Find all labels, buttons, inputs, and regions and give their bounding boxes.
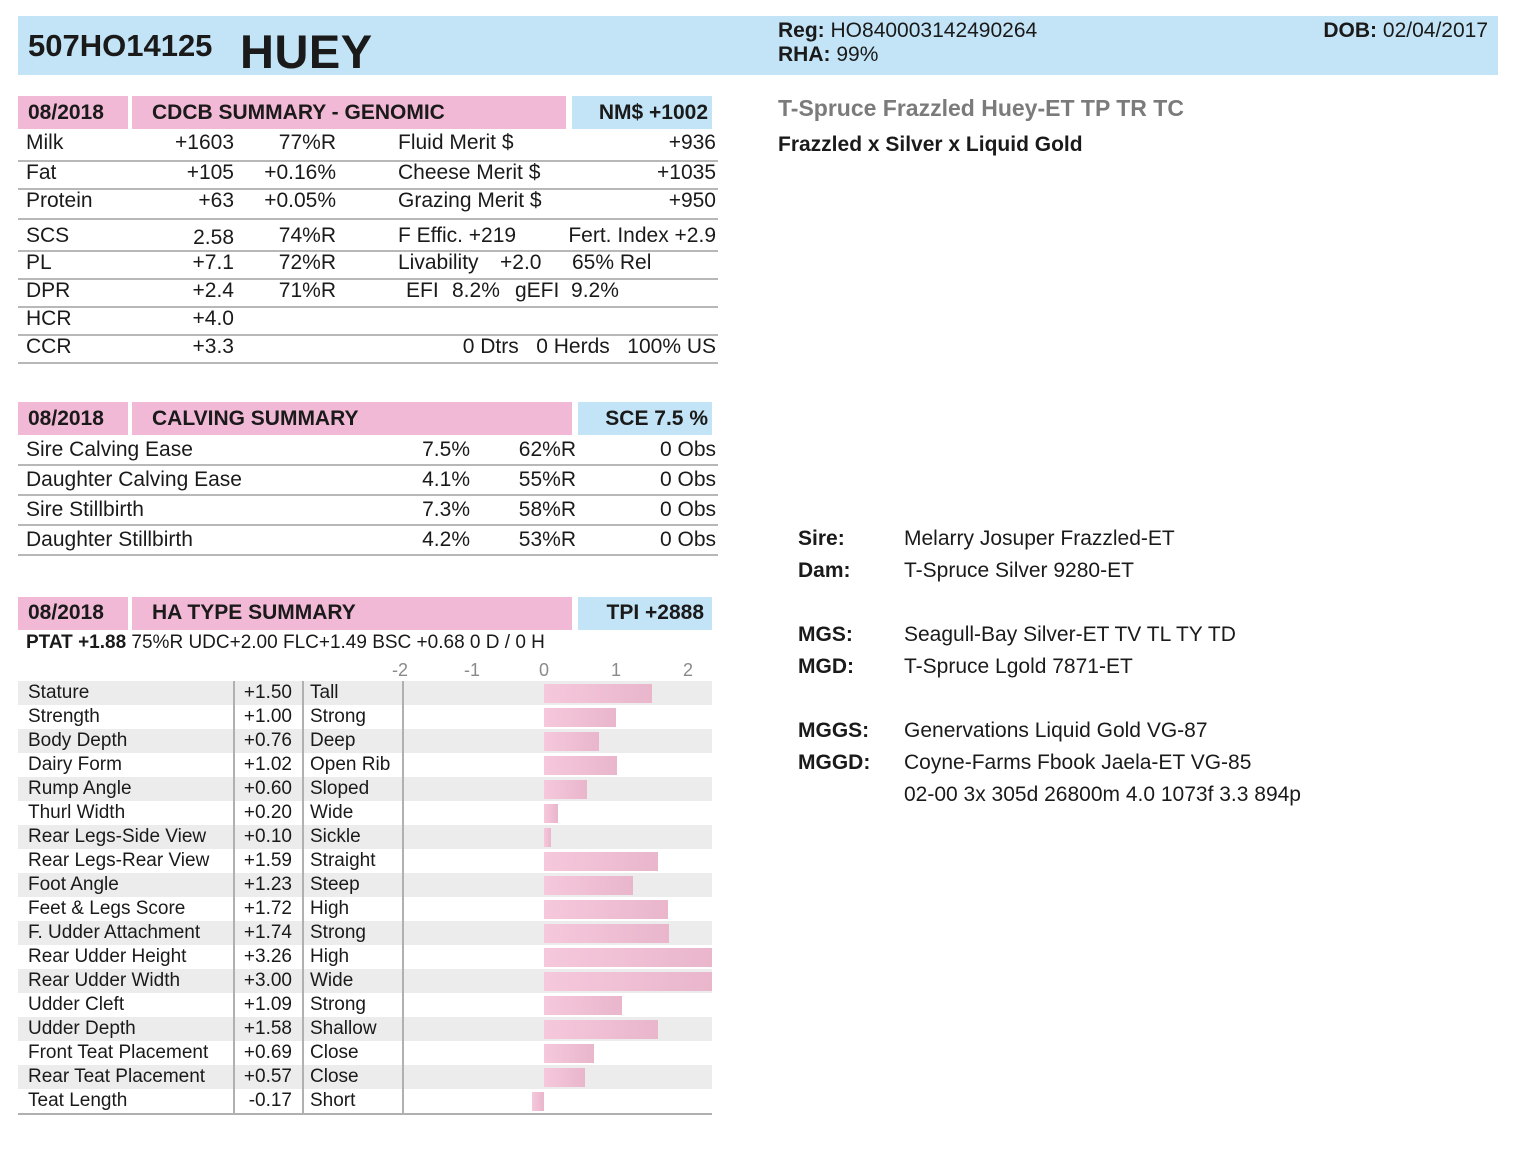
type-trait-descriptor: High: [310, 898, 350, 919]
calving-trait: Sire Calving Ease: [26, 438, 193, 461]
cdcb-title: CDCB SUMMARY - GENOMIC: [152, 101, 445, 124]
trait-value: +63: [198, 189, 234, 212]
type-trait-descriptor: Close: [310, 1066, 359, 1087]
type-row: [18, 825, 712, 849]
type-trait-descriptor: Deep: [310, 730, 356, 751]
cdcb-row: [18, 160, 718, 190]
type-trait-value: +1.23: [243, 874, 292, 895]
type-trait-descriptor: High: [310, 946, 350, 967]
type-bar: [544, 972, 712, 991]
calving-observations: 0 Obs: [659, 438, 716, 461]
merit-label: Grazing Merit $: [398, 189, 542, 212]
type-trait-name: Rear Udder Width: [28, 970, 181, 991]
type-trait-descriptor: Straight: [310, 850, 376, 871]
type-trait-value: +0.69: [243, 1042, 292, 1063]
type-bar: [544, 732, 599, 751]
trait-reliability: 71%R: [278, 279, 336, 302]
type-trait-value: +1.72: [243, 898, 292, 919]
type-bar: [544, 780, 587, 799]
type-trait-value: +0.20: [243, 802, 292, 823]
type-bar: [544, 804, 558, 823]
type-row: [18, 921, 712, 945]
merit-value: 65% Rel: [572, 251, 652, 274]
type-bar: [544, 924, 669, 943]
type-trait-value: +0.10: [243, 826, 292, 847]
dob-label: DOB:: [1323, 19, 1378, 42]
type-trait-descriptor: Steep: [310, 874, 360, 895]
table-bottom-rule: [18, 1113, 712, 1115]
rha: [778, 43, 878, 67]
type-row: [18, 1041, 712, 1065]
type-trait-value: +1.58: [243, 1018, 292, 1039]
type-row: [18, 753, 712, 777]
type-trait-name: Rump Angle: [28, 778, 132, 799]
type-trait-name: Front Teat Placement: [28, 1042, 209, 1063]
type-trait-value: +1.02: [243, 754, 292, 775]
merit-label: EFI: [406, 279, 439, 302]
type-bar: [544, 996, 622, 1015]
trait-reliability: +0.16%: [264, 161, 336, 184]
trait-name: SCS: [26, 224, 70, 247]
type-row: [18, 849, 712, 873]
dob-value: 02/04/2017: [1382, 19, 1488, 42]
type-trait-name: F. Udder Attachment: [28, 922, 201, 943]
type-bar: [544, 828, 551, 847]
type-trait-descriptor: Shallow: [310, 1018, 377, 1039]
type-trait-name: Udder Cleft: [28, 994, 125, 1015]
sire-label: Sire:: [798, 527, 845, 550]
calving-pct: 7.5%: [422, 438, 470, 461]
type-trait-value: +3.00: [243, 970, 292, 991]
type-trait-descriptor: Short: [310, 1090, 356, 1111]
mgd-label: MGD:: [798, 655, 854, 678]
calving-trait: Daughter Stillbirth: [26, 528, 193, 551]
calving-date: 08/2018: [28, 407, 104, 430]
type-bar: [544, 708, 616, 727]
type-row: [18, 945, 712, 969]
column-divider: [233, 681, 235, 1113]
type-bar: [544, 876, 633, 895]
registration: [778, 19, 1037, 43]
calving-row: [18, 466, 718, 496]
type-trait-value: +1.00: [243, 706, 292, 727]
type-trait-descriptor: Strong: [310, 922, 366, 943]
type-trait-value: -0.17: [248, 1090, 292, 1111]
type-title: HA TYPE SUMMARY: [152, 601, 356, 624]
mgs-name: Seagull-Bay Silver-ET TV TL TY TD: [904, 623, 1236, 646]
reg-label: Reg:: [778, 19, 825, 42]
pedigree-cross: Frazzled x Silver x Liquid Gold: [778, 133, 1083, 156]
type-row: [18, 969, 712, 993]
calving-pct: 4.1%: [422, 468, 470, 491]
type-trait-value: +0.60: [243, 778, 292, 799]
trait-value: +3.3: [192, 335, 234, 358]
trait-name: PL: [26, 251, 52, 274]
calving-pct: 7.3%: [422, 498, 470, 521]
type-row: [18, 777, 712, 801]
cdcb-row: [18, 130, 718, 162]
reg-value: HO840003142490264: [830, 19, 1038, 42]
type-row: [18, 993, 712, 1017]
trait-name: HCR: [26, 307, 72, 330]
dam-name: T-Spruce Silver 9280-ET: [904, 559, 1134, 582]
type-trait-value: +1.74: [243, 922, 292, 943]
cdcb-date: 08/2018: [28, 101, 104, 124]
ptat-details: 75%R UDC+2.00 FLC+1.49 BSC +0.68 0 D / 0 H: [131, 632, 545, 653]
merit-label: Cheese Merit $: [398, 161, 541, 184]
mggd-label: MGGD:: [798, 751, 871, 774]
dob: [1323, 19, 1488, 43]
calving-row: [18, 436, 718, 466]
bull-code: 507HO14125: [28, 28, 213, 63]
calving-index: SCE 7.5 %: [605, 407, 708, 430]
merit-label: Fluid Merit $: [398, 131, 514, 154]
calving-row: [18, 526, 718, 556]
mggd-record: 02-00 3x 305d 26800m 4.0 1073f 3.3 894p: [904, 783, 1301, 806]
trait-reliability: 74%R: [278, 224, 336, 247]
type-trait-name: Dairy Form: [28, 754, 122, 775]
type-row: [18, 897, 712, 921]
merit-value: gEFI 9.2%: [515, 279, 619, 302]
type-trait-value: +0.57: [243, 1066, 292, 1087]
type-trait-descriptor: Tall: [310, 682, 339, 703]
merit-value: Fert. Index +2.9: [568, 224, 716, 247]
trait-value: 2.58: [193, 226, 234, 249]
trait-value: +2.4: [192, 279, 234, 302]
mggs-name: Genervations Liquid Gold VG-87: [904, 719, 1208, 742]
cdcb-row: [18, 334, 718, 364]
calving-reliability: 58%R: [518, 498, 576, 521]
type-trait-name: Foot Angle: [28, 874, 119, 895]
trait-name: CCR: [26, 335, 72, 358]
type-trait-descriptor: Strong: [310, 706, 366, 727]
calving-reliability: 55%R: [518, 468, 576, 491]
column-divider: [402, 681, 404, 1113]
cdcb-row: [18, 250, 718, 280]
cdcb-row: [18, 306, 718, 336]
type-bar: [544, 1068, 585, 1087]
type-trait-name: Rear Udder Height: [28, 946, 187, 967]
type-bar: [544, 1044, 594, 1063]
cdcb-row: [18, 278, 718, 308]
type-trait-name: Feet & Legs Score: [28, 898, 186, 919]
type-row: [18, 1089, 712, 1113]
type-row: [18, 1065, 712, 1089]
type-bar: [544, 756, 617, 775]
calving-title: CALVING SUMMARY: [152, 407, 359, 430]
merit-value: +936: [668, 131, 716, 154]
type-trait-value: +3.26: [243, 946, 292, 967]
axis-tick-label: 0: [538, 660, 549, 680]
type-bar: [544, 948, 712, 967]
type-trait-value: +1.50: [243, 682, 292, 703]
type-bar: [544, 900, 668, 919]
trait-value: +7.1: [192, 251, 234, 274]
trait-reliability: +0.05%: [264, 189, 336, 212]
type-trait-name: Rear Teat Placement: [28, 1066, 206, 1087]
type-trait-descriptor: Close: [310, 1042, 359, 1063]
calving-trait: Sire Stillbirth: [26, 498, 144, 521]
merit-value: +950: [668, 189, 716, 212]
calving-reliability: 53%R: [518, 528, 576, 551]
mggs-label: MGGS:: [798, 719, 870, 742]
calving-observations: 0 Obs: [659, 528, 716, 551]
merit-label: Livability: [398, 251, 479, 274]
calving-reliability: 62%R: [518, 438, 576, 461]
calving-observations: 0 Obs: [659, 468, 716, 491]
type-bar: [544, 1020, 658, 1039]
trait-name: Fat: [26, 161, 57, 184]
cdcb-index: NM$ +1002: [598, 101, 708, 124]
type-trait-name: Udder Depth: [28, 1018, 136, 1039]
calving-trait: Daughter Calving Ease: [26, 468, 242, 491]
sire-name: Melarry Josuper Frazzled-ET: [904, 527, 1175, 550]
type-bar: [544, 852, 658, 871]
type-trait-descriptor: Sloped: [310, 778, 370, 799]
type-trait-name: Strength: [28, 706, 100, 727]
type-trait-descriptor: Sickle: [310, 826, 361, 847]
cdcb-row: [18, 218, 718, 252]
ptat-line: [26, 632, 545, 654]
type-row: [18, 873, 712, 897]
dam-label: Dam:: [798, 559, 851, 582]
type-trait-value: +0.76: [243, 730, 292, 751]
merit-mid: 8.2%: [452, 279, 500, 302]
type-bar: [544, 684, 652, 703]
mgs-label: MGS:: [798, 623, 853, 646]
type-trait-descriptor: Strong: [310, 994, 366, 1015]
type-trait-value: +1.09: [243, 994, 292, 1015]
type-trait-name: Rear Legs-Rear View: [28, 850, 210, 871]
trait-value: +105: [186, 161, 234, 184]
merit-value: +1035: [657, 161, 716, 184]
ptat-label: PTAT +1.88: [26, 632, 127, 653]
axis-tick-label: -2: [391, 660, 408, 680]
type-trait-descriptor: Wide: [310, 802, 354, 823]
trait-value: +4.0: [192, 307, 234, 330]
axis-tick-label: 2: [682, 660, 693, 680]
type-row: [18, 681, 712, 705]
axis-tick-label: -1: [463, 660, 480, 680]
type-date: 08/2018: [28, 601, 104, 624]
type-trait-descriptor: Open Rib: [310, 754, 391, 775]
type-trait-name: Rear Legs-Side View: [28, 826, 207, 847]
rha-label: RHA:: [778, 43, 831, 66]
type-trait-name: Thurl Width: [28, 802, 126, 823]
calving-pct: 4.2%: [422, 528, 470, 551]
trait-name: Protein: [26, 189, 93, 212]
trait-name: DPR: [26, 279, 71, 302]
trait-reliability: 72%R: [278, 251, 336, 274]
trait-value: +1603: [175, 131, 234, 154]
type-trait-value: +1.59: [243, 850, 292, 871]
rha-value: 99%: [836, 43, 879, 66]
trait-reliability: 77%R: [278, 131, 336, 154]
calving-row: [18, 496, 718, 526]
type-row: [18, 705, 712, 729]
cdcb-row: [18, 188, 718, 220]
axis-tick-label: 1: [610, 660, 621, 680]
calving-observations: 0 Obs: [659, 498, 716, 521]
type-index: TPI +2888: [606, 601, 704, 624]
trait-name: Milk: [26, 131, 64, 154]
mgd-name: T-Spruce Lgold 7871-ET: [904, 655, 1133, 678]
type-trait-descriptor: Wide: [310, 970, 354, 991]
type-row: [18, 729, 712, 753]
bull-name: HUEY: [240, 25, 373, 78]
type-trait-name: Stature: [28, 682, 90, 703]
merit-label: F Effic. +219: [398, 224, 517, 247]
type-trait-name: Teat Length: [28, 1090, 128, 1111]
column-divider: [302, 681, 304, 1113]
type-bar: [532, 1092, 544, 1111]
type-row: [18, 1017, 712, 1041]
merit-mid: +2.0: [500, 251, 542, 274]
type-row: [18, 801, 712, 825]
registered-name: T-Spruce Frazzled Huey-ET TP TR TC: [778, 95, 1184, 121]
type-trait-name: Body Depth: [28, 730, 128, 751]
herd-summary: 0 Dtrs 0 Herds 100% US: [462, 335, 716, 358]
mggd-name: Coyne-Farms Fbook Jaela-ET VG-85: [904, 751, 1252, 774]
